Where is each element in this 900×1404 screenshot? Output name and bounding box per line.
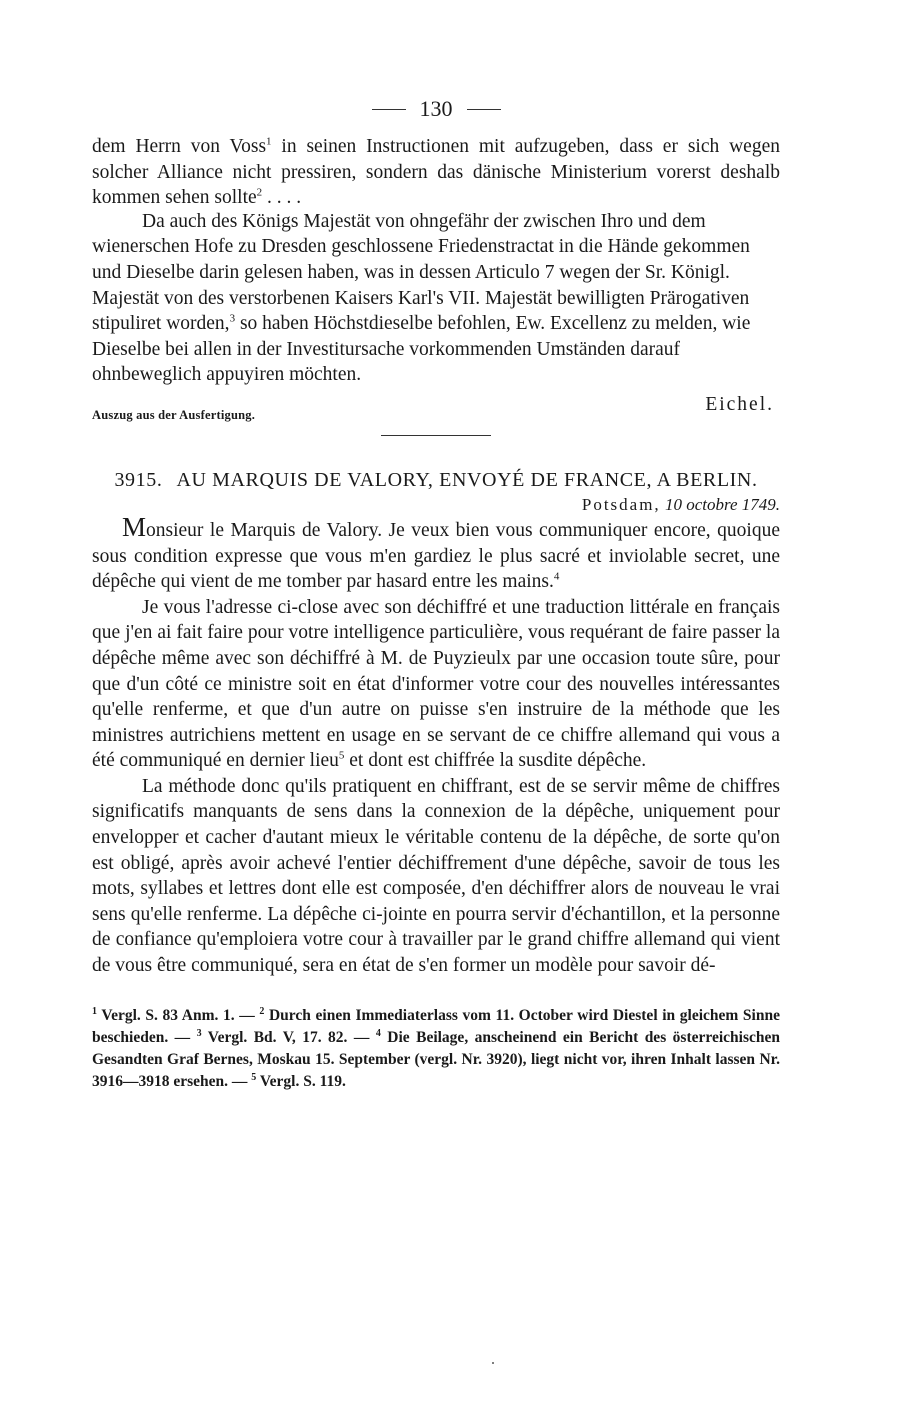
salutation-paragraph [92,511,780,595]
scan-speck [492,1362,494,1364]
page-header [92,92,780,126]
footnote-ref[interactable]: 2 [256,186,263,199]
footnote-text: Die Beilage, anscheinend ein Bericht des österreichischen Gesandten Graf Bernes, Moskau 15. September (vergl. Nr. 3920), liegt nicht vor, ihren Inhalt lassen Nr. 3916—3918 ersehen. — [92,1028,780,1090]
text-run: Da auch des Königs Majestät von ohngefähr der zwischen Ihro und dem wienerschen Hofe zu Dresden geschlossene Friedenstractat in die Hände gekommen und Dieselbe darin gelesen haben, was in dessen Articulo 7 wegen der Sr. Königl. Majestät von des verstorbenen Kaisers Karl's VII. Majestät bewilligten Prärogativen stipuliret worden, [92,210,750,335]
paragraph: La méthode donc qu'ils pratiquent en chiffrant, est de se servir même de chiffres significatifs manquants de sens dans la connexion de la dépêche, uniquement pour envelopper et cacher d'autant mieux le véritable contenu de la dépêche, de sorte qu'on est obligé, après avoir achevé l'entier déchiffrement d'une dépêche, savoir de tous les mots, syllabes et lettres dont elle est composée, d'en déchiffrer alors de nouveau le vrai sens qu'elle renferme. La dépêche ci-jointe en pourra servir d'échantillon, et la personne de confiance qu'emploiera votre cour à travailler par le grand chiffre allemand qui vient de vous être communiqué, sera en état de s'en former un modèle pour savoir dé- [92,775,780,977]
footnote-text: Vergl. Bd. V, 17. 82. — [201,1028,376,1046]
text-run: so haben Höchstdieselbe befohlen, Ew. Excellenz zu melden, wie Dieselbe bei allen in der Investitursache vorkommenden Umständen darauf ohnbeweglich appuyiren möchten. [92,313,751,386]
initial-letter: M [122,511,147,542]
header-rule-left [372,109,406,110]
text-run: onsieur le Marquis de Valory. Je veux bien vous communiquer encore, quoique sous condition expresse que vous m'en gardiez le plus sacré et inviolable secret, une dépêche qui vient de me tomber par hasard entre les mains. [92,519,780,593]
page [92,92,780,1093]
text-run: . . . . [262,187,302,209]
footnote-number: 2 [259,1005,265,1017]
text-run: Je vous l'adresse ci-close avec son déchiffré et une traduction littérale en français que j'en ai fait faire pour votre intelligence particulière, vous requérant de faire passer la dépêche même avec son déchiffré à M. de Puyzieulx par une occasion toute sûre, pour que d'un côté ce ministre soit en état d'informer votre cour des nouvelles intéressantes qu'elle renferme, et que d'un autre on puisse s'en instruire de la méthode que les ministres autrichiens mettent en usage en se servant de ce chiffre allemand qui vous a été communiqué en dernier lieu [92,596,780,772]
footnote-ref[interactable]: 3 [229,312,236,325]
letter-heading [92,468,780,493]
footnote-number: 5 [251,1071,257,1083]
letter-number: 3915. [114,468,163,491]
continued-paragraph [92,134,780,211]
source-note: Auszug aus der Ausfertigung. [92,407,256,422]
footnote-number: 1 [92,1005,97,1017]
signature: Eichel. [705,393,774,415]
place-date [92,495,780,515]
header-rule-right [467,109,501,110]
footnote-ref[interactable]: 1 [266,135,272,148]
footnote-text: Vergl. S. 83 Anm. 1. — [97,1006,260,1024]
footnote-number: 3 [196,1027,202,1039]
footnote-ref[interactable]: 5 [338,749,345,762]
paragraph [92,209,780,388]
footnote-ref[interactable]: 4 [553,570,560,583]
page-number: 130 [419,96,453,121]
text-run: et dont est chiffrée la susdite dépêche. [344,750,647,772]
paragraph [92,595,780,774]
letter-place: Potsdam, [581,494,661,514]
section-divider [381,435,491,436]
footnote-text: Durch einen Immediaterlass vom 11. October wird Diestel in gleichem Sinne beschieden. — [92,1006,780,1046]
footnote-text: Vergl. S. 119. [256,1072,346,1090]
text-run: in seinen Instructionen mit aufzugeben, dass er sich wegen solcher Alliance nicht pressiren, sondern das dänische Ministerium vorerst deshalb kommen sehen sollte [92,136,780,209]
closing-row [92,209,780,388]
footnotes [92,1005,780,1093]
footnote-number: 4 [375,1027,381,1039]
letter-title: AU MARQUIS DE VALORY, ENVOYÉ DE FRANCE, A BERLIN. [176,468,758,491]
letter-date: 10 octobre 1749. [664,494,780,514]
text-run: dem Herrn von Voss [92,136,267,157]
